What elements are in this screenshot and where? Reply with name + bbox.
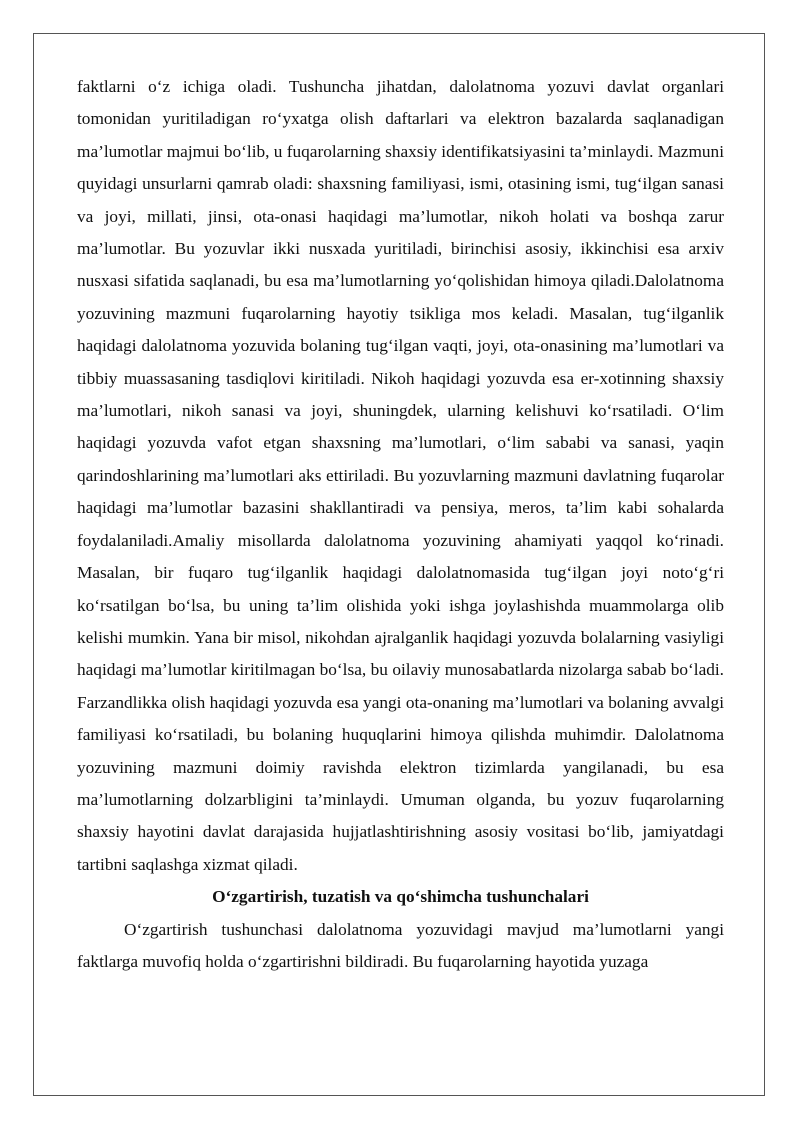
section-heading: O‘zgartirish, tuzatish va qo‘shimcha tushunchalari [212,887,589,907]
document-body [77,71,724,978]
body-paragraph: faktlarni o‘z ichiga oladi. Tushuncha jihatdan, dalolatnoma yozuvi davlat organlari tomonidan yuritiladigan ro‘yxatga olish daftarlari va elektron bazalarda saqlanadigan ma’lumotlar majmui bo‘lib, u fuqarolarning shaxsiy identifikatsiyasini ta’minlaydi. Mazmuni quyidagi unsurlarni qamrab oladi: shaxsning familiyasi, ismi, otasining ismi, tug‘ilgan sanasi va joyi, millati, jinsi, ota-onasi haqidagi ma’lumotlar, nikoh holati va boshqa zarur ma’lumotlar. Bu yozuvlar ikki nusxada yuritiladi, birinchisi asosiy, ikkinchisi esa arxiv nusxasi sifatida saqlanadi, bu esa ma’lumotlarning yo‘qolishidan himoya qiladi.Dalolatnoma yozuvining mazmuni fuqarolarning hayotiy tsikliga mos keladi. Masalan, tug‘ilganlik haqidagi dalolatnoma yozuvida bolaning tug‘ilgan vaqti, joyi, ota-onasining ma’lumotlari va tibbiy muassasaning tasdiqlovi kiritiladi. Nikoh haqidagi yozuvda esa er-xotinning shaxsiy ma’lumotlari, nikoh sanasi va joyi, shuningdek, ularning kelishuvi ko‘rsatiladi. O‘lim haqidagi yozuvda vafot etgan shaxsning ma’lumotlari, o‘lim sababi va sanasi, yaqin qarindoshlarining ma’lumotlari aks ettiriladi. Bu yozuvlarning mazmuni davlatning fuqarolar haqidagi ma’lumotlar bazasini shakllantiradi va pensiya, meros, ta’lim kabi sohalarda foydalaniladi.Amaliy misollarda dalolatnoma yozuvining ahamiyati yaqqol ko‘rinadi. Masalan, bir fuqaro tug‘ilganlik haqidagi dalolatnomasida tug‘ilgan joyi noto‘g‘ri ko‘rsatilgan bo‘lsa, bu uning ta’lim olishida yoki ishga joylashishda muammolarga olib kelishi mumkin. Yana bir misol, nikohdan ajralganlik haqidagi yozuvda bolalarning vasiyligi haqidagi ma’lumotlar kiritilmagan bo‘lsa, bu oilaviy munosabatlarda nizolarga sabab bo‘ladi. Farzandlikka olish haqidagi yozuvda esa yangi ota-onaning ma’lumotlari va bolaning avvalgi familiyasi ko‘rsatiladi, bu bolaning huquqlarini himoya qilishda muhimdir. Dalolatnoma yozuvining mazmuni doimiy ravishda elektron tizimlarda yangilanadi, bu esa ma’lumotlarning dolzarbligini ta’minlaydi. Umuman olganda, bu yozuv fuqarolarning shaxsiy hayotini davlat darajasida hujjatlashtirishning asosiy vositasi bo‘lib, jamiyatdagi tartibni saqlashga xizmat qiladi. [77,77,724,874]
section-paragraph: O‘zgartirish tushunchasi dalolatnoma yozuvidagi mavjud ma’lumotlarni yangi faktlarga muvofiq holda o‘zgartirishni bildiradi. Bu fuqarolarning hayotida yuzaga [77,919,724,971]
